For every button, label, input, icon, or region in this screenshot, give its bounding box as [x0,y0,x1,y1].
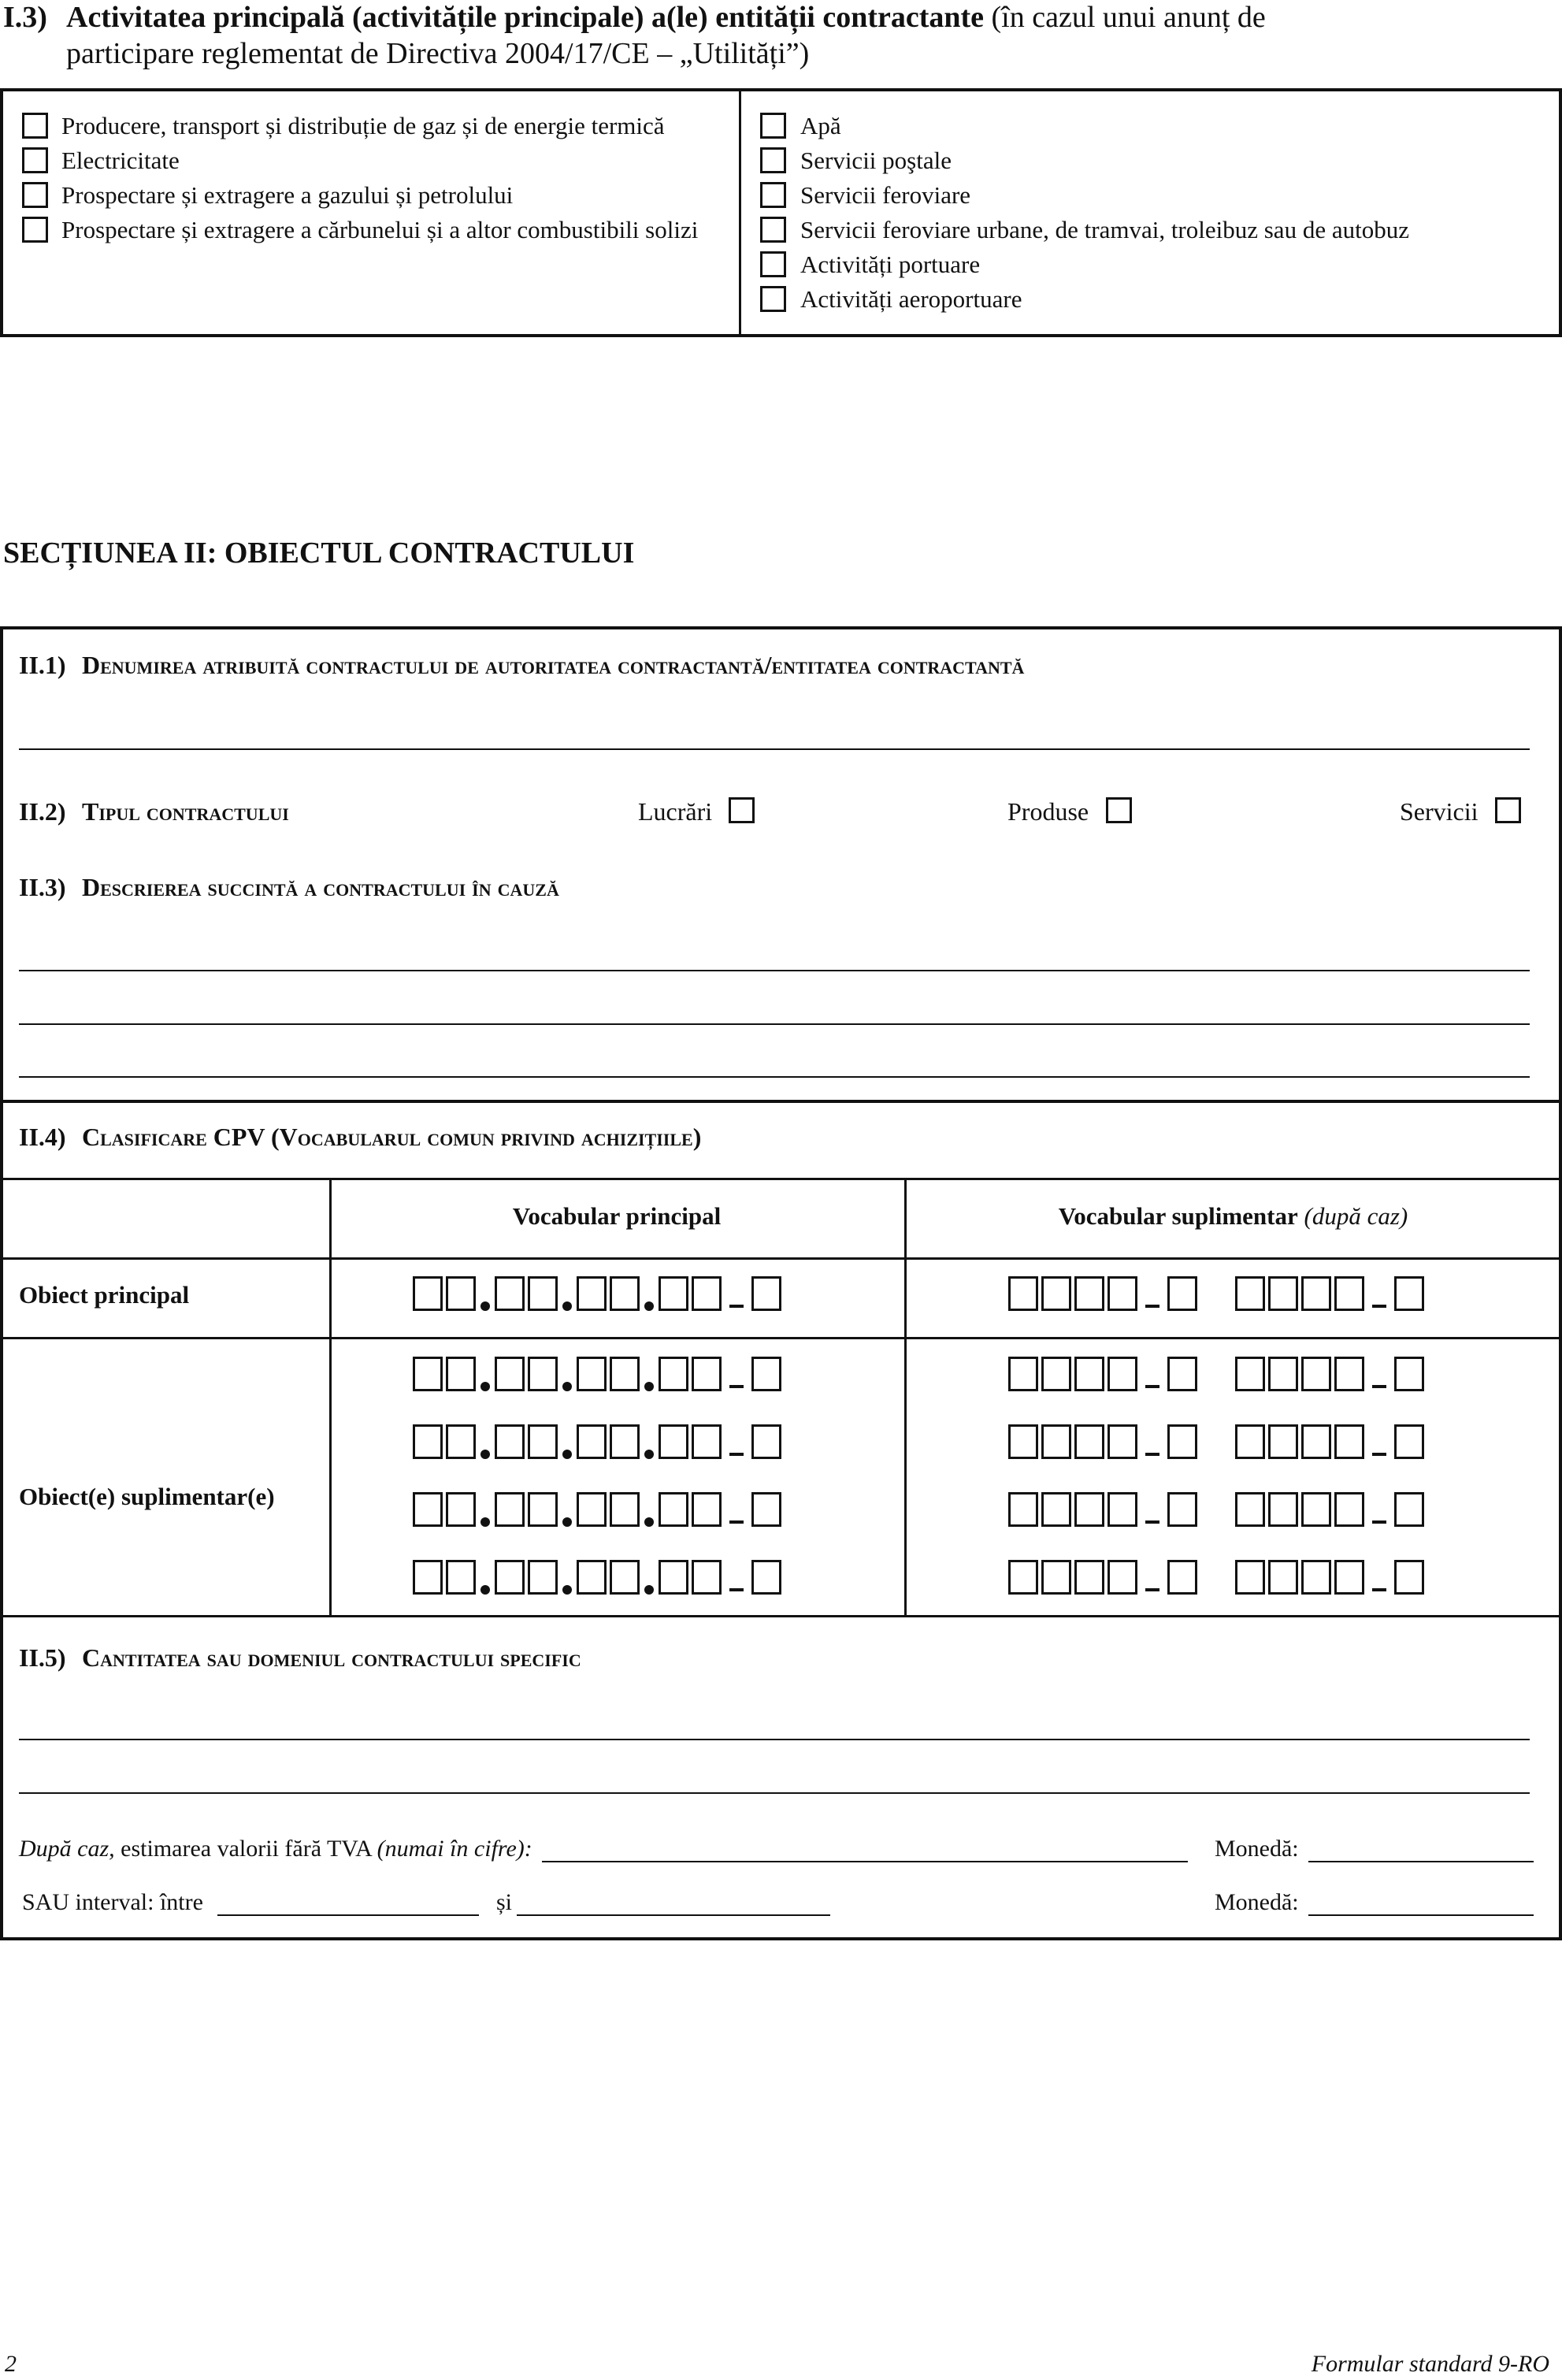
option-electricitate: Electricitate [61,147,180,174]
ii5-moneda-label-1: Monedă: [1215,1836,1299,1862]
checkbox-aeroportuare[interactable] [760,286,786,312]
cpv-supp-code-supp-4[interactable] [1008,1560,1427,1598]
checkbox-produse[interactable] [1106,797,1132,823]
ii5-estimate-input[interactable] [542,1861,1188,1862]
i3-number: I.3) [3,1,47,34]
cpv-main-code-principal[interactable] [413,1276,785,1314]
cpv-col-divider-1 [329,1178,332,1615]
ii5-estimate-italic-2: (numai în cifre): [377,1836,532,1862]
ii3-number: II.3) [19,873,66,901]
cpv-header-bottom [0,1257,1562,1260]
option-gaz-petrol: Prospectare și extragere a gazului și petrolului [61,181,514,209]
option-carbune: Prospectare și extragere a cărbunelui și a altor combustibili solizi [61,216,699,243]
ii2-produse-label: Produse [1007,797,1089,826]
option-apa: Apă [800,112,841,139]
option-servicii-postale: Servicii poştale [800,147,952,174]
checkbox-gaz-termica[interactable] [22,113,48,139]
checkbox-lucrari[interactable] [729,797,755,823]
cpv-main-code-supp-2[interactable] [413,1424,785,1462]
ii5-number: II.5) [19,1643,66,1672]
i3-divider [739,90,741,336]
option-aeroportuare: Activități aeroportuare [800,285,1022,313]
footer-page-number: 2 [5,2351,17,2377]
checkbox-feroviare-urbane[interactable] [760,217,786,243]
cpv-col-divider-2 [904,1178,907,1615]
cpv-main-code-supp-3[interactable] [413,1492,785,1530]
cpv-col-supp-note: (după caz) [1304,1202,1408,1230]
cpv-main-code-supp-1[interactable] [413,1357,785,1394]
ii2-number: II.2) [19,797,66,826]
cpv-supp-code-supp-1[interactable] [1008,1357,1427,1394]
ii3-input-line-1[interactable] [19,970,1530,971]
ii5-estimate-label [19,1836,532,1862]
ii1-title: Denumirea atribuită contractului de autoritatea contractantă/entitatea contractantă [82,651,1025,679]
cpv-supp-code-supp-2[interactable] [1008,1424,1427,1462]
ii4-number: II.4) [19,1123,66,1151]
checkbox-servicii-feroviare[interactable] [760,182,786,208]
ii5-interval-label: SAU interval: între [22,1889,203,1915]
ii5-moneda-label-2: Monedă: [1215,1889,1299,1915]
ii5-moneda-input-1[interactable] [1308,1861,1534,1862]
cpv-table-bottom [0,1615,1562,1617]
i3-title-bold: Activitatea principală (activitățile principale) a(le) entității contractante [66,1,985,34]
ii2-title: Tipul contractului [82,797,289,826]
cpv-row-main-label: Obiect principal [19,1281,190,1309]
ii5-input-line-1[interactable] [19,1739,1530,1740]
ii1-input-line[interactable] [19,748,1530,750]
cpv-col-main: Vocabular principal [512,1202,722,1230]
checkbox-servicii-postale[interactable] [760,147,786,173]
ii5-interval-from-input[interactable] [217,1914,479,1916]
ii5-estimate-italic-1: După caz, [19,1836,115,1862]
ii2-servicii-label: Servicii [1400,797,1479,826]
ii5-title: Cantitatea sau domeniul contractului specific [82,1643,581,1672]
ii2-lucrari-label: Lucrări [638,797,713,826]
section2-title: SECȚIUNEA II: OBIECTUL CONTRACTULUI [3,537,635,570]
ii5-estimate-text: estimarea valorii fără TVA [114,1836,377,1862]
option-feroviare-urbane: Servicii feroviare urbane, de tramvai, troleibuz sau de autobuz [800,216,1409,243]
ii5-moneda-input-2[interactable] [1308,1914,1534,1916]
ii5-interval-to-input[interactable] [517,1914,830,1916]
cpv-row-supp-label: Obiect(e) suplimentar(e) [19,1483,275,1510]
cpv-col-supp-label: Vocabular suplimentar [1058,1202,1298,1230]
ii3-title: Descrierea succintă a contractului în cauză [82,873,559,901]
cpv-supp-code-principal[interactable] [1008,1276,1427,1314]
checkbox-apa[interactable] [760,113,786,139]
ii4-top-border [0,1100,1562,1103]
cpv-supp-code-supp-3[interactable] [1008,1492,1427,1530]
ii5-si-label: și [496,1889,513,1915]
ii1-number: II.1) [19,651,66,679]
option-gaz-termica: Producere, transport și distribuție de gaz și de energie termică [61,112,665,139]
checkbox-carbune[interactable] [22,217,48,243]
option-portuare: Activități portuare [800,251,981,278]
checkbox-servicii[interactable] [1495,797,1521,823]
cpv-col-supp [904,1202,1562,1231]
ii5-input-line-2[interactable] [19,1792,1530,1794]
checkbox-portuare[interactable] [760,251,786,277]
i3-title-rest: (în cazul unui anunț de [984,1,1266,34]
cpv-header-top [0,1178,1562,1180]
ii3-input-line-2[interactable] [19,1023,1530,1025]
cpv-row-divider [0,1337,1562,1339]
checkbox-gaz-petrol[interactable] [22,182,48,208]
cpv-main-code-supp-4[interactable] [413,1560,785,1598]
i3-title-line2: participare reglementat de Directiva 2004/17/CE – „Utilități”) [66,37,810,70]
ii4-title: Clasificare CPV (Vocabularul comun privind achizițiile) [82,1123,702,1151]
checkbox-electricitate[interactable] [22,147,48,173]
footer-form-name: Formular standard 9-RO [1311,2351,1549,2377]
option-servicii-feroviare: Servicii feroviare [800,181,971,209]
i3-title [66,0,1547,35]
ii3-input-line-3[interactable] [19,1076,1530,1078]
